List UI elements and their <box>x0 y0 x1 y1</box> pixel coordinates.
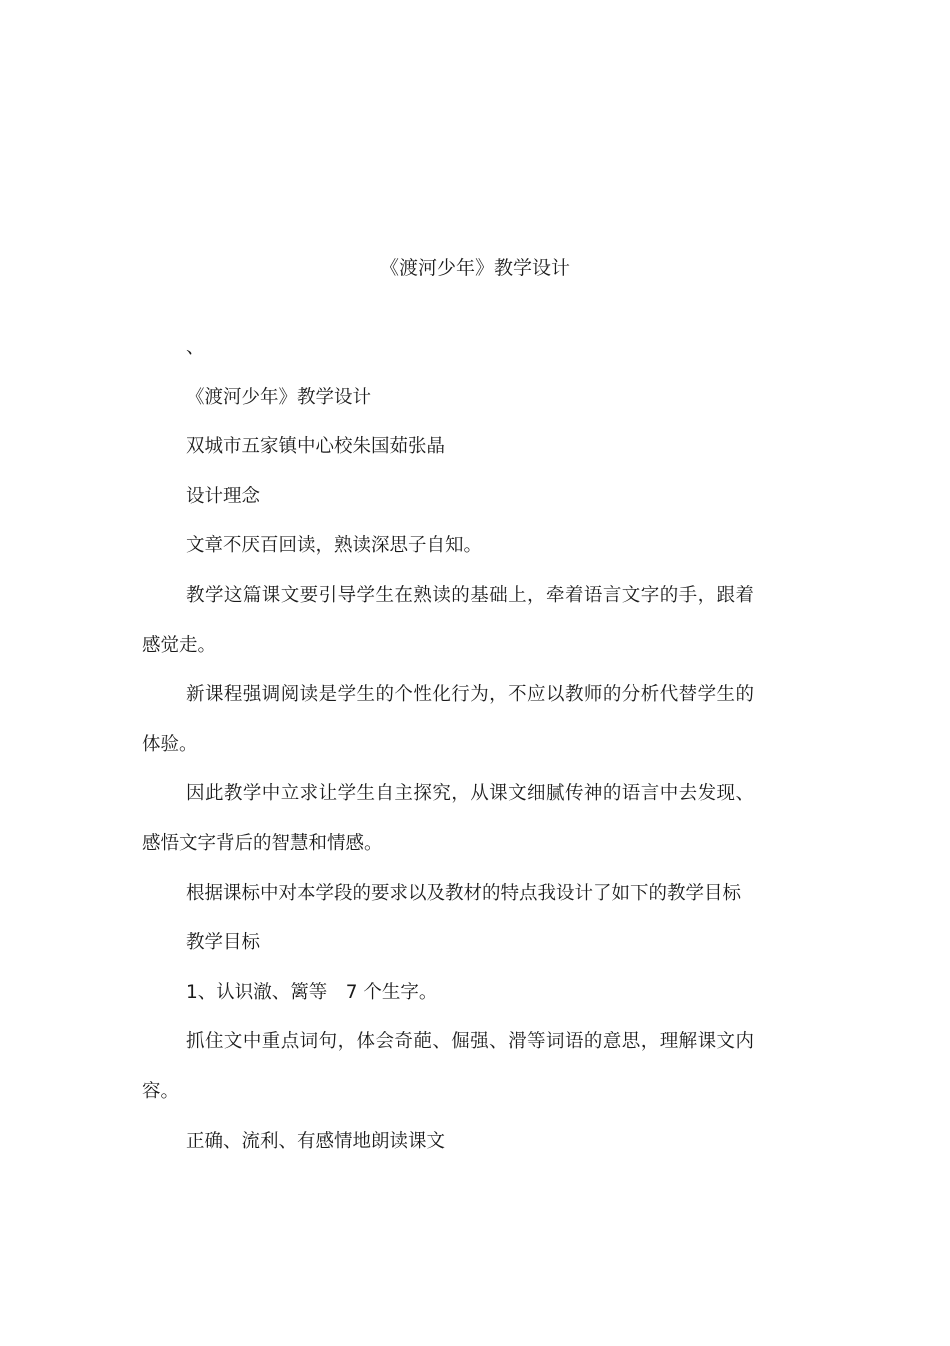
paragraph: 新课程强调阅读是学生的个性化行为，不应以教师的分析代替学生的体验。 <box>142 684 754 755</box>
paragraph-subtitle: 《渡河少年》教学设计 <box>186 386 372 408</box>
list-item: 1、认识澈、篱等 7 个生字。 <box>186 981 438 1003</box>
section-heading-teaching-goals: 教学目标 <box>186 932 261 954</box>
paragraph: 抓住文中重点词句，体会奇葩、倔强、滑等词语的意思，理解课文内容。 <box>142 1031 754 1102</box>
paragraph: 因此教学中立求让学生自主探究，从课文细腻传神的语言中去发现、感悟文字背后的智慧和情感。 <box>142 783 754 854</box>
paragraph: 根据课标中对本学段的要求以及教材的特点我设计了如下的教学目标 <box>186 882 742 904</box>
paragraph: 正确、流利、有感情地朗读课文 <box>186 1130 446 1152</box>
paragraph-mark: 、 <box>186 337 205 358</box>
paragraph: 教学这篇课文要引导学生在熟读的基础上，牵着语言文字的手，跟着感觉走。 <box>142 584 754 656</box>
section-heading-design-concept: 设计理念 <box>186 485 261 507</box>
paragraph-authors: 双城市五家镇中心校朱国茹张晶 <box>186 436 446 458</box>
document-body <box>142 323 754 1166</box>
paragraph: 文章不厌百回读，熟读深思子自知。 <box>186 535 483 557</box>
document-title: 《渡河少年》教学设计 <box>379 257 570 279</box>
